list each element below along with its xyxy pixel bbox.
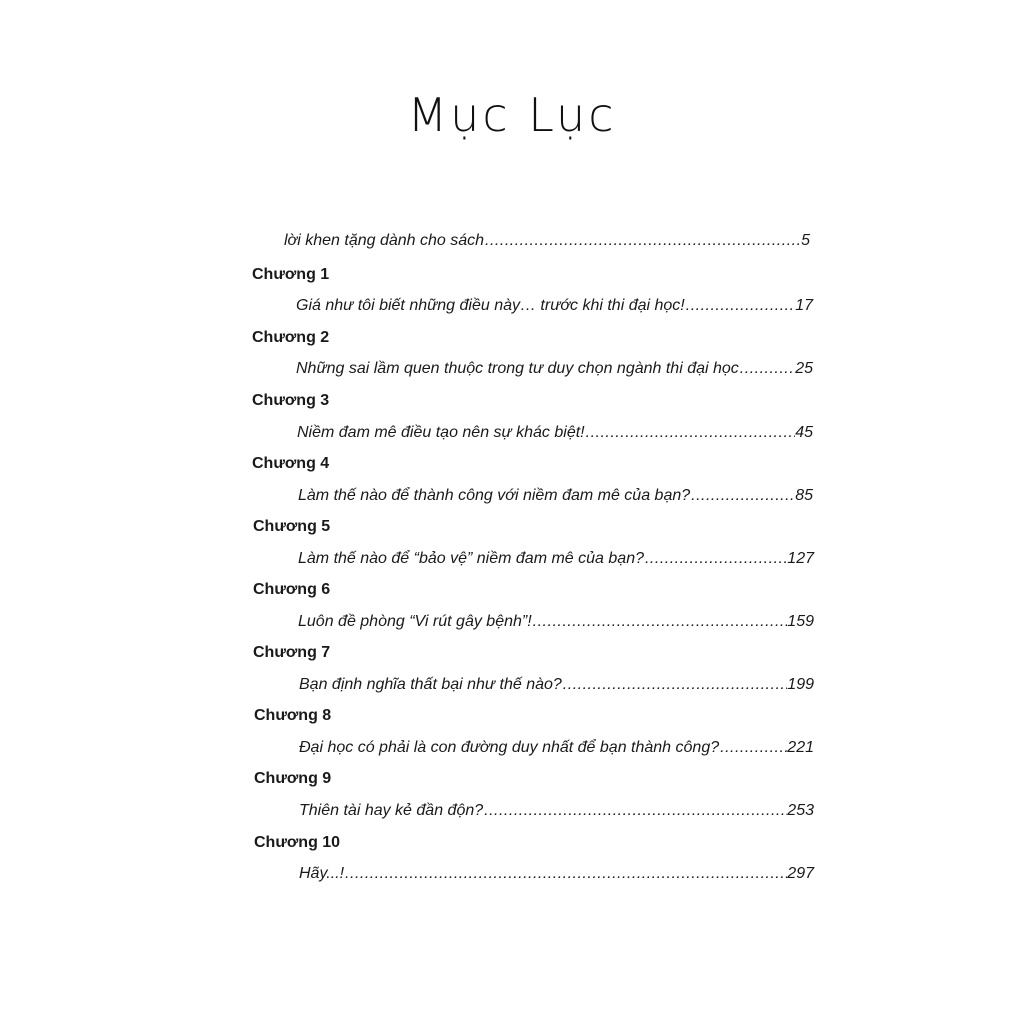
entry-page-number: 5: [801, 232, 810, 249]
dot-leader: [533, 610, 788, 634]
chapter-heading-3: Chương 3: [252, 392, 330, 409]
chapter-heading-4: Chương 4: [252, 455, 330, 472]
dot-leader: [686, 294, 795, 318]
entry-title: Niềm đam mê điều tạo nên sự khác biệt!: [297, 424, 585, 441]
toc-entry-chapter-10[interactable]: [299, 862, 814, 886]
entry-page-number: 17: [795, 297, 813, 314]
entry-title: Làm thế nào để “bảo vệ” niềm đam mê của bạn?: [298, 550, 644, 567]
toc-entry-chapter-9[interactable]: [299, 799, 814, 823]
chapter-heading-5: Chương 5: [253, 518, 331, 535]
dot-leader: [586, 421, 796, 445]
entry-page-number: 159: [787, 613, 814, 630]
entry-title: Làm thế nào để thành công với niềm đam mê của bạn?: [298, 487, 691, 504]
dot-leader: [345, 862, 787, 886]
toc-entry-chapter-2[interactable]: [296, 357, 813, 381]
entry-page-number: 253: [787, 802, 814, 819]
entry-page-number: 85: [795, 487, 813, 504]
dot-leader: [563, 673, 788, 697]
entry-page-number: 297: [787, 865, 814, 882]
dot-leader: [740, 357, 795, 381]
dot-leader: [645, 547, 787, 571]
chapter-heading-1: Chương 1: [252, 266, 330, 283]
dot-leader: [691, 484, 795, 508]
entry-title: Những sai lầm quen thuộc trong tư duy chọn ngành thi đại học: [296, 360, 739, 377]
toc-entry-chapter-8[interactable]: [299, 736, 814, 760]
entry-title: Thiên tài hay kẻ đần độn?: [299, 802, 484, 819]
chapter-heading-10: Chương 10: [254, 834, 341, 851]
chapter-heading-9: Chương 9: [254, 770, 332, 787]
entry-page-number: 221: [787, 739, 814, 756]
chapter-heading-8: Chương 8: [254, 707, 332, 724]
entry-page-number: 199: [787, 676, 814, 693]
toc-entry-chapter-5[interactable]: [298, 547, 814, 571]
chapter-heading-6: Chương 6: [253, 581, 331, 598]
toc-entry-chapter-1[interactable]: [296, 294, 813, 318]
entry-page-number: 25: [795, 360, 813, 377]
toc-entry-chapter-3[interactable]: [297, 421, 813, 445]
dot-leader: [484, 799, 787, 823]
dot-leader: [720, 736, 787, 760]
page-title: Mục Lục: [407, 88, 617, 142]
toc-entry-chapter-4[interactable]: [298, 484, 813, 508]
entry-title: Hãy...!: [299, 865, 345, 882]
chapter-heading-2: Chương 2: [252, 329, 330, 346]
entry-title: Luôn đề phòng “Vi rút gây bệnh”!: [298, 613, 532, 630]
entry-title: lời khen tặng dành cho sách: [284, 232, 485, 249]
entry-page-number: 127: [787, 550, 814, 567]
dot-leader: [485, 229, 801, 253]
entry-title: Đại học có phải là con đường duy nhất để bạn thành công?: [299, 739, 720, 756]
entry-page-number: 45: [795, 424, 813, 441]
toc-entry-chapter-7[interactable]: [299, 673, 814, 697]
entry-title: Giá như tôi biết những điều này… trước khi thi đại học!: [296, 297, 685, 314]
chapter-heading-7: Chương 7: [253, 644, 331, 661]
toc-entry-intro[interactable]: [284, 229, 810, 253]
entry-title: Bạn định nghĩa thất bại như thế nào?: [299, 676, 562, 693]
toc-entry-chapter-6[interactable]: [298, 610, 814, 634]
